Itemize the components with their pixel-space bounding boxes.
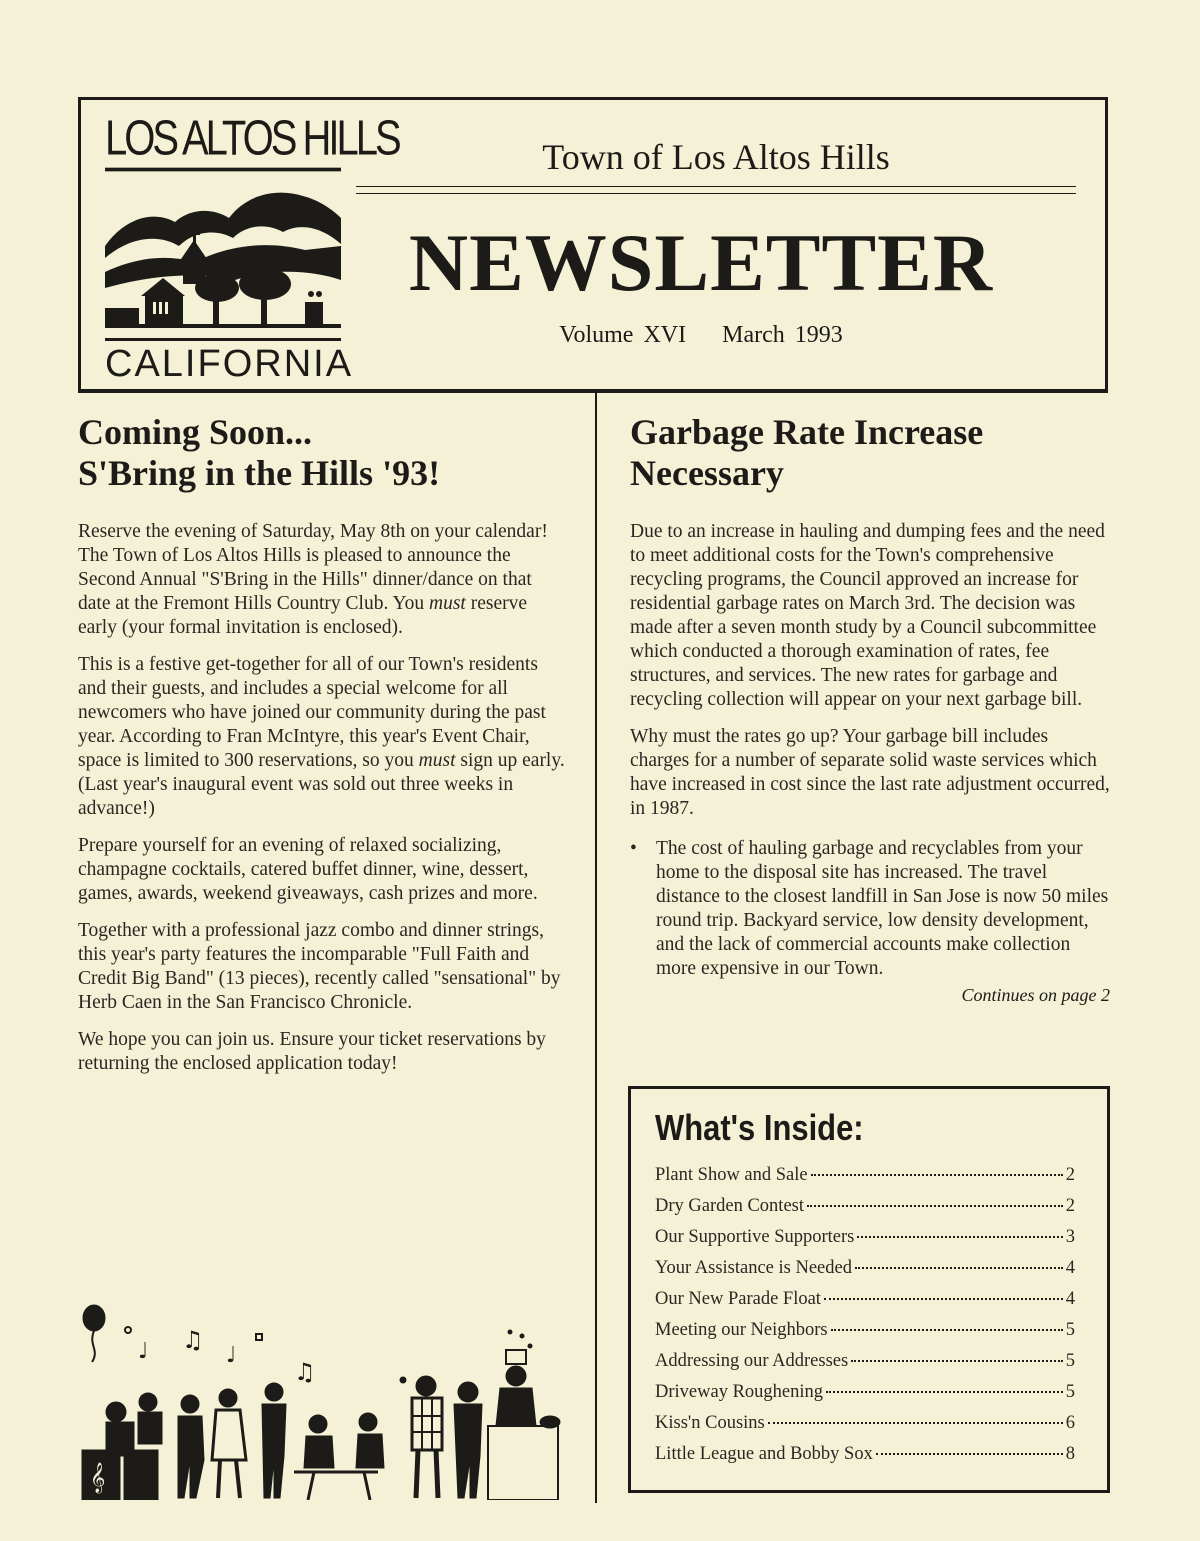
sbring-paragraph	[78, 520, 568, 640]
toc-item-page: 5	[1065, 1382, 1075, 1402]
garbage-bullet-item: • The cost of hauling garbage and recyclables from your home to the disposal site has increased. The travel distance to the closest landfill in San Jose is now 50 miles round trip. Backyard service, low density development, and the lack of commercial accounts make collection more expensive in our Town.	[630, 837, 1110, 981]
newsletter-title: NEWSLETTER	[408, 217, 994, 308]
toc-item[interactable]	[655, 1413, 1075, 1444]
volume-label: Volume XVI	[559, 322, 687, 348]
sbring-paragraph: We hope you can join us. Ensure your ticket reservations by returning the enclosed application today!	[78, 1029, 546, 1074]
svg-text:♩: ♩	[226, 1343, 237, 1368]
toc-item-page: 5	[1065, 1351, 1075, 1371]
sbring-title-line1: Coming Soon...	[78, 412, 313, 452]
toc-item[interactable]	[655, 1382, 1075, 1413]
toc-item[interactable]	[655, 1258, 1075, 1289]
toc-item[interactable]	[655, 1444, 1075, 1475]
toc-item-page: 2	[1065, 1196, 1075, 1216]
toc-leader-dots	[826, 1391, 1063, 1393]
svg-text:♩: ♩	[138, 1339, 149, 1364]
toc-leader-dots	[807, 1205, 1063, 1207]
svg-text:♫: ♫	[182, 1326, 204, 1354]
garbage-article-title	[630, 412, 1110, 494]
logo-wordmark-top: LOS ALTOS HILLS	[105, 114, 341, 171]
garbage-title-line1: Garbage Rate Increase	[630, 412, 984, 452]
sbring-paragraph: Together with a professional jazz combo and dinner strings, this year's party features the incomparable "Full Faith and Credit Big Band" (13 pieces), recently called "sensational" by Herb Caen in the San Francisco Chronicle.	[78, 920, 561, 1013]
sbring-p1-emphasis: must	[429, 593, 466, 614]
masthead	[78, 97, 1108, 393]
garbage-paragraph: Due to an increase in hauling and dumping fees and the need to meet additional costs for the Town's comprehensive recycling programs, the Council approved an increase for residential garbage rates on March 3rd. The decision was made after a seven month study by a Council subcommittee which conducted a thorough examination of rates, fee structures, and services. The new rates for garbage and recycling collection will appear on your next garbage bill.	[630, 521, 1105, 710]
party-illustration-icon	[78, 1300, 568, 1500]
toc-item-label: Little League and Bobby Sox	[655, 1444, 873, 1464]
sbring-p1-text-end: reserve early (your formal invitation is enclosed).	[78, 593, 528, 638]
sbring-article-title	[78, 412, 568, 494]
toc-item-label: Our New Parade Float	[655, 1289, 821, 1309]
garbage-title-line2: Necessary	[630, 453, 784, 493]
column-divider	[595, 393, 597, 1503]
toc-item-label: Dry Garden Contest	[655, 1196, 804, 1216]
sbring-p2-text: This is a festive get-together for all of our Town's residents and their guests, and includes a special welcome for all newcomers who have joined our community during the past year. According to Fran McIntyre, this year's Event Chair, space is limited to 300 reservations, so you	[78, 654, 546, 771]
svg-text:𝄞: 𝄞	[90, 1463, 106, 1493]
toc-item[interactable]	[655, 1289, 1075, 1320]
garbage-article	[630, 412, 1110, 1006]
toc-leader-dots	[811, 1174, 1063, 1176]
toc-leader-dots	[857, 1236, 1062, 1238]
toc-item[interactable]	[655, 1165, 1075, 1196]
toc-item-label: Your Assistance is Needed	[655, 1258, 852, 1278]
sbring-p2-text-end: sign up early. (Last year's inaugural event was sold out three weeks in advance!)	[78, 750, 565, 819]
toc-item-label: Kiss'n Cousins	[655, 1413, 765, 1433]
toc-leader-dots	[876, 1453, 1063, 1455]
toc-item-page: 4	[1065, 1289, 1075, 1309]
toc-item-page: 2	[1065, 1165, 1075, 1185]
sbring-article	[78, 412, 568, 1089]
toc-item-label: Addressing our Addresses	[655, 1351, 849, 1371]
toc-item-label: Meeting our Neighbors	[655, 1320, 828, 1340]
toc-item-page: 5	[1065, 1320, 1075, 1340]
toc-item-page: 4	[1065, 1258, 1075, 1278]
sbring-title-line2: S'Bring in the Hills '93!	[78, 453, 441, 493]
continues-link[interactable]: Continues on page 2	[961, 985, 1110, 1005]
toc-item-label: Plant Show and Sale	[655, 1165, 808, 1185]
toc-item[interactable]	[655, 1351, 1075, 1382]
svg-text:♫: ♫	[294, 1358, 316, 1386]
toc-item-page: 6	[1065, 1413, 1075, 1433]
table-of-contents	[655, 1165, 1075, 1475]
garbage-paragraph: Why must the rates go up? Your garbage bill includes charges for a number of separate solid waste services which have increased in cost since the last rate adjustment occurred, in 1987.	[630, 726, 1110, 819]
toc-item-label: Driveway Roughening	[655, 1382, 824, 1402]
logo-wordmark-bottom: CALIFORNIA	[105, 338, 341, 383]
toc-item-page: 3	[1065, 1227, 1075, 1247]
toc-leader-dots	[831, 1329, 1063, 1331]
issue-line	[356, 322, 1046, 349]
toc-item[interactable]	[655, 1227, 1075, 1258]
whats-inside-box	[628, 1086, 1110, 1493]
sbring-p1-text: Reserve the evening of Saturday, May 8th on your calendar! The Town of Los Altos Hills is pleased to announce the Second Annual "S'Bring in the Hills" dinner/dance on that date at the Fremont Hills Country Club. You	[78, 521, 548, 614]
sbring-paragraph: Prepare yourself for an evening of relaxed socializing, champagne cocktails, catered buffet dinner, wine, dessert, games, awards, weekend giveaways, cash prizes and more.	[78, 835, 538, 904]
toc-item[interactable]	[655, 1320, 1075, 1351]
toc-item-page: 8	[1065, 1444, 1075, 1464]
issue-date: March 1993	[722, 322, 843, 348]
toc-leader-dots	[768, 1422, 1063, 1424]
toc-item-label: Our Supportive Supporters	[655, 1227, 855, 1247]
sbring-paragraph	[78, 653, 568, 821]
whats-inside-title: What's Inside:	[655, 1107, 864, 1148]
town-name: Town of Los Altos Hills	[542, 137, 890, 177]
toc-leader-dots	[851, 1360, 1063, 1362]
hills-chapel-logo-icon	[105, 188, 341, 338]
sbring-p2-emphasis: must	[418, 750, 456, 771]
toc-leader-dots	[824, 1298, 1063, 1300]
toc-item[interactable]	[655, 1196, 1075, 1227]
masthead-double-rule	[356, 186, 1076, 194]
toc-leader-dots	[855, 1267, 1063, 1269]
